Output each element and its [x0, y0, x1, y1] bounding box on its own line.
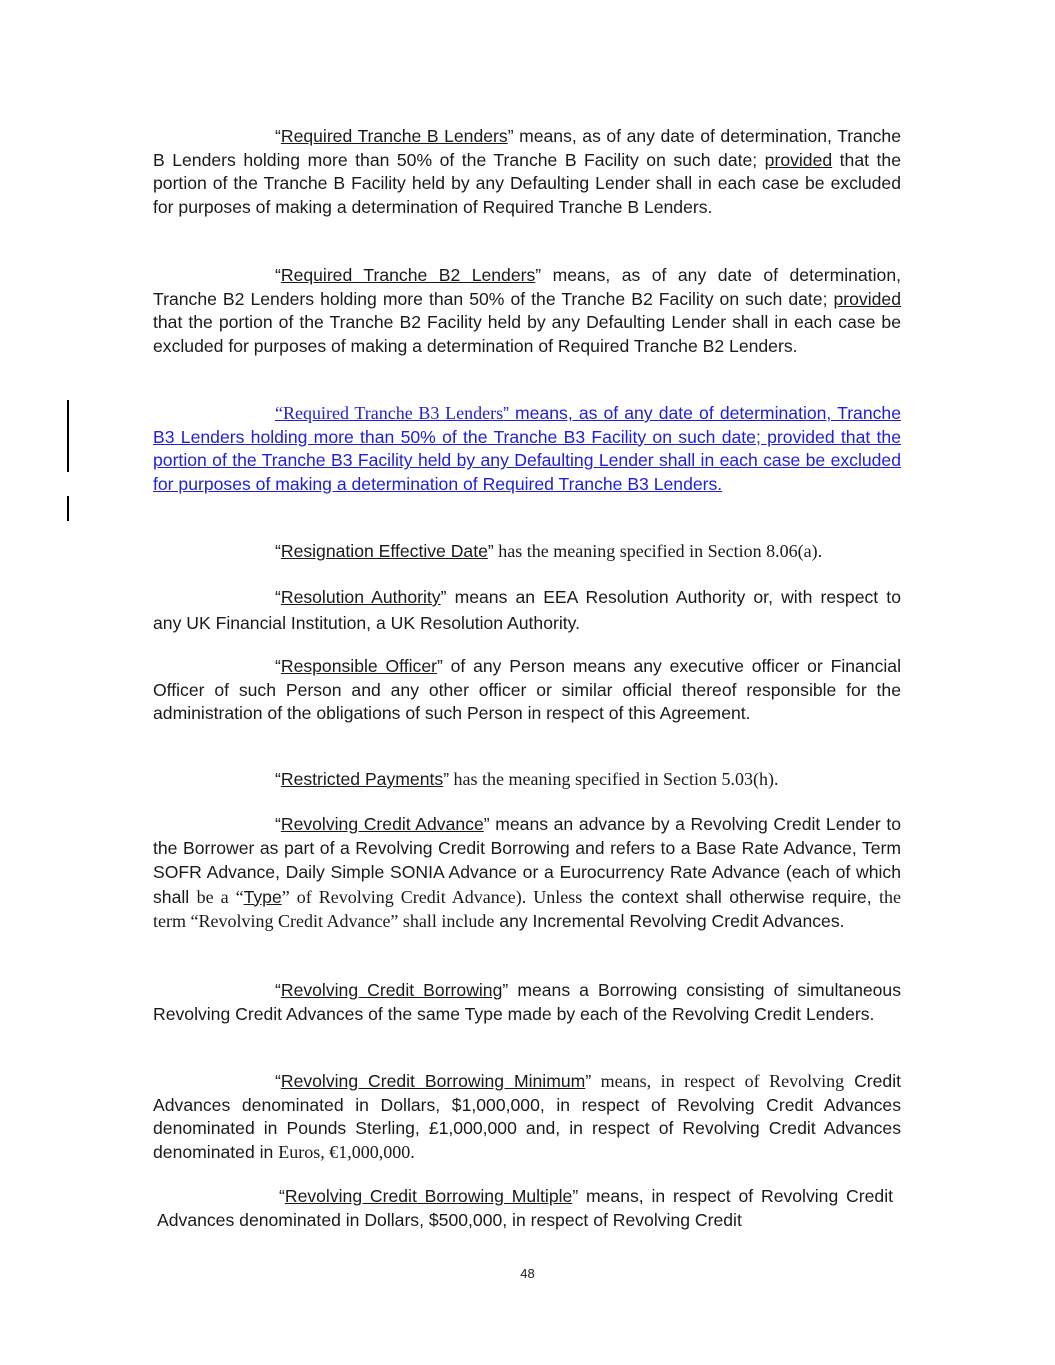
- change-bar: [67, 496, 69, 521]
- definition-revolving-credit-borrowing-minimum: “Revolving Credit Borrowing Minimum” means, in respect of Revolving Credit Advances denominated in Dollars, $1,000,000, in respect of Revolving Credit Advances denominated in Pounds Sterling, £1,000,000 and, in respect of Revolving Credit Advances denominated in Euros, €1,000,000.: [153, 1071, 901, 1162]
- page-number: 48: [520, 1266, 535, 1281]
- defined-term: Revolving Credit Advance: [280, 814, 484, 834]
- defined-term: Responsible Officer: [280, 656, 437, 676]
- defined-term: Revolving Credit Borrowing Minimum: [280, 1071, 586, 1091]
- definition-responsible-officer: “Responsible Officer” of any Person means any executive officer or Financial Officer of such Person and any other officer or similar official thereof responsible for the administration of the obligations of such Person in respect of this Agreement.: [153, 656, 901, 724]
- defined-term: Required Tranche B2 Lenders: [280, 265, 536, 285]
- defined-term: Required Tranche B3 Lenders: [283, 403, 504, 423]
- defined-term: Revolving Credit Borrowing Multiple: [284, 1186, 573, 1206]
- definition-required-tranche-b3-lenders: “Required Tranche B3 Lenders” means, as of any date of determination, Tranche B3 Lenders holding more than 50% of the Tranche B3 Facility on such date; provided that the portion of the Tranche B3 Facility held by any Defaulting Lender shall in each case be excluded for purposes of making a determination of Required Tranche B3 Lenders.: [153, 403, 901, 494]
- definition-revolving-credit-advance: “Revolving Credit Advance” means an advance by a Revolving Credit Lender to the Borrower as part of a Revolving Credit Borrowing and refers to a Base Rate Advance, Term SOFR Advance, Daily Simple SONIA Advance or a Eurocurrency Rate Advance (each of which shall be a “Type” of Revolving Credit Advance). Unless the context shall otherwise require, the term “Revolving Credit Advance” shall include any Incremental Revolving Credit Advances.: [153, 814, 901, 931]
- definition-required-tranche-b-lenders: “Required Tranche B Lenders” means, as of any date of determination, Tranche B Lenders holding more than 50% of the Tranche B Facility on such date; provided that the portion of the Tranche B Facility held by any Defaulting Lender shall in each case be excluded for purposes of making a determination of Required Tranche B Lenders.: [153, 126, 901, 217]
- definition-resolution-authority: “Resolution Authority” means an EEA Resolution Authority or, with respect to any UK Financial Institution, a UK Resolution Authority.: [153, 587, 901, 633]
- change-bar: [67, 400, 69, 472]
- defined-term: Resignation Effective Date: [280, 541, 488, 561]
- definition-revolving-credit-borrowing: “Revolving Credit Borrowing” means a Borrowing consisting of simultaneous Revolving Credit Advances of the same Type made by each of the Revolving Credit Lenders.: [153, 980, 902, 1024]
- defined-term: Revolving Credit Borrowing: [280, 980, 503, 1000]
- defined-term: Required Tranche B Lenders: [280, 126, 508, 146]
- definition-restricted-payments: “Restricted Payments” has the meaning specified in Section 5.03(h).: [275, 769, 779, 789]
- defined-term: Restricted Payments: [280, 769, 444, 789]
- definition-resignation-effective-date: “Resignation Effective Date” has the meaning specified in Section 8.06(a).: [275, 541, 823, 561]
- definition-required-tranche-b2-lenders: “Required Tranche B2 Lenders” means, as of any date of determination, Tranche B2 Lenders holding more than 50% of the Tranche B2 Facility on such date; provided that the portion of the Tranche B2 Facility held by any Defaulting Lender shall in each case be excluded for purposes of making a determination of Required Tranche B2 Lenders.: [153, 265, 901, 356]
- defined-term: Resolution Authority: [280, 587, 441, 607]
- definition-revolving-credit-borrowing-multiple: “Revolving Credit Borrowing Multiple” means, in respect of Revolving Credit Advances denominated in Dollars, $500,000, in respect of Revolving Credit: [157, 1186, 893, 1230]
